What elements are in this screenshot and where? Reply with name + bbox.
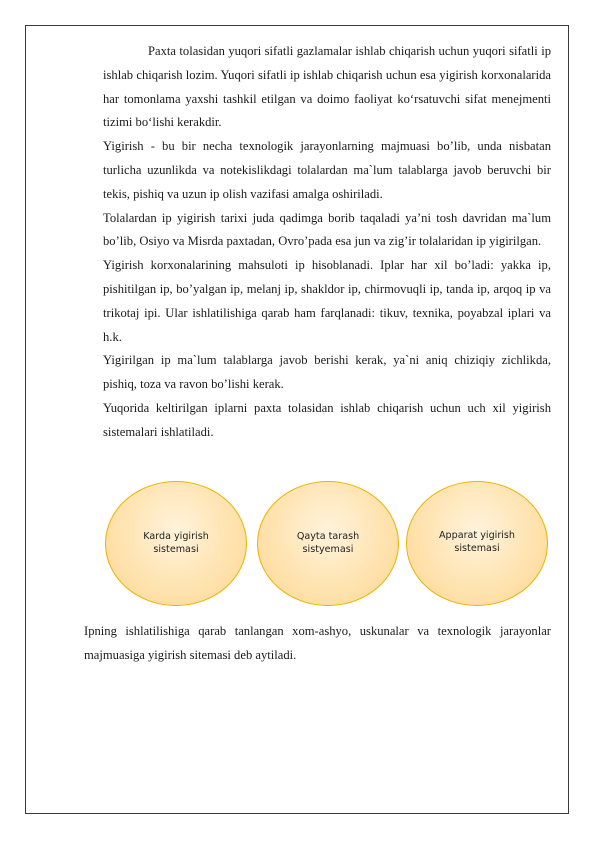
system-label xyxy=(407,529,547,555)
paragraph-5: Yigirilgan ip ma`lum talablarga javob berishi kerak, ya`ni aniq chiziqiy zichlikda, pishiq, toza va ravon bo’lishi kerak. xyxy=(103,353,551,392)
system-label-line1: Apparat yigirish xyxy=(438,530,516,541)
system-bubble-combed xyxy=(257,481,399,606)
spinning-systems-diagram xyxy=(104,481,552,608)
closing-paragraph: Ipning ishlatilishiga qarab tanlangan xom-ashyo, uskunalar va texnologik jarayonlar majmuasiga yigirish sitemasi deb aytiladi. xyxy=(84,624,551,662)
system-label xyxy=(106,530,246,556)
system-bubble-apparatus xyxy=(406,481,548,606)
closing-text xyxy=(84,620,551,668)
system-label-line2: sistemasi xyxy=(153,544,199,555)
system-label xyxy=(258,530,398,556)
paragraph-6: Yuqorida keltirilgan iplarni paxta tolasidan ishlab chiqarish uchun uch xil yigirish sistemalari ishlatiladi. xyxy=(103,400,551,439)
paragraph-3: Tolalardan ip yigirish tarixi juda qadimga borib taqaladi ya’ni tosh davridan ma`lum bo’lib, Osiyo va Misrda paxtadan, Ovro’pada esa jun va zig’ir tolalaridan ip yigirilgan. xyxy=(103,210,551,249)
paragraph-2: Yigirish - bu bir necha texnologik jarayonlarning majmuasi bo’lib, unda nisbatan turlicha uzunlikda va notekislikdagi tolalardan ma`lum talablarga javob beruvchi bir tekis, pishiq va uzun ip olish vazifasi amalga oshiriladi. xyxy=(103,139,551,201)
paragraph-1: Paxta tolasidan yuqori sifatli gazlamalar ishlab chiqarish uchun yuqori sifatli ip ishlab chiqarish lozim. Yuqori sifatli ip ishlab chiqarish uchun esa yigirish korxonalarida har tomonlama yaxshi tashkil etilgan va doimo faoliyat ko‘rsatuvchi sifat menejmenti tizimi bo‘lishi kerakdir. xyxy=(103,44,551,130)
system-label-line1: Qayta tarash xyxy=(296,531,360,542)
system-label-line2: sistemasi xyxy=(454,543,500,554)
body-text xyxy=(103,40,551,445)
system-label-line1: Karda yigirish xyxy=(143,531,209,542)
system-bubble-carded xyxy=(105,481,247,606)
paragraph-4: Yigirish korxonalarining mahsuloti ip hisoblanadi. Iplar har xil bo’ladi: yakka ip, pishitilgan ip, bo’yalgan ip, melanj ip, shakldor ip, chirmovuqli ip, tanda ip, arqoq ip va trikotaj ipi. Ular ishlatilishiga qarab ham farqlanadi: tikuv, texnika, poyabzal iplari va h.k. xyxy=(103,258,551,344)
system-label-line2: sistyemasi xyxy=(302,544,354,555)
